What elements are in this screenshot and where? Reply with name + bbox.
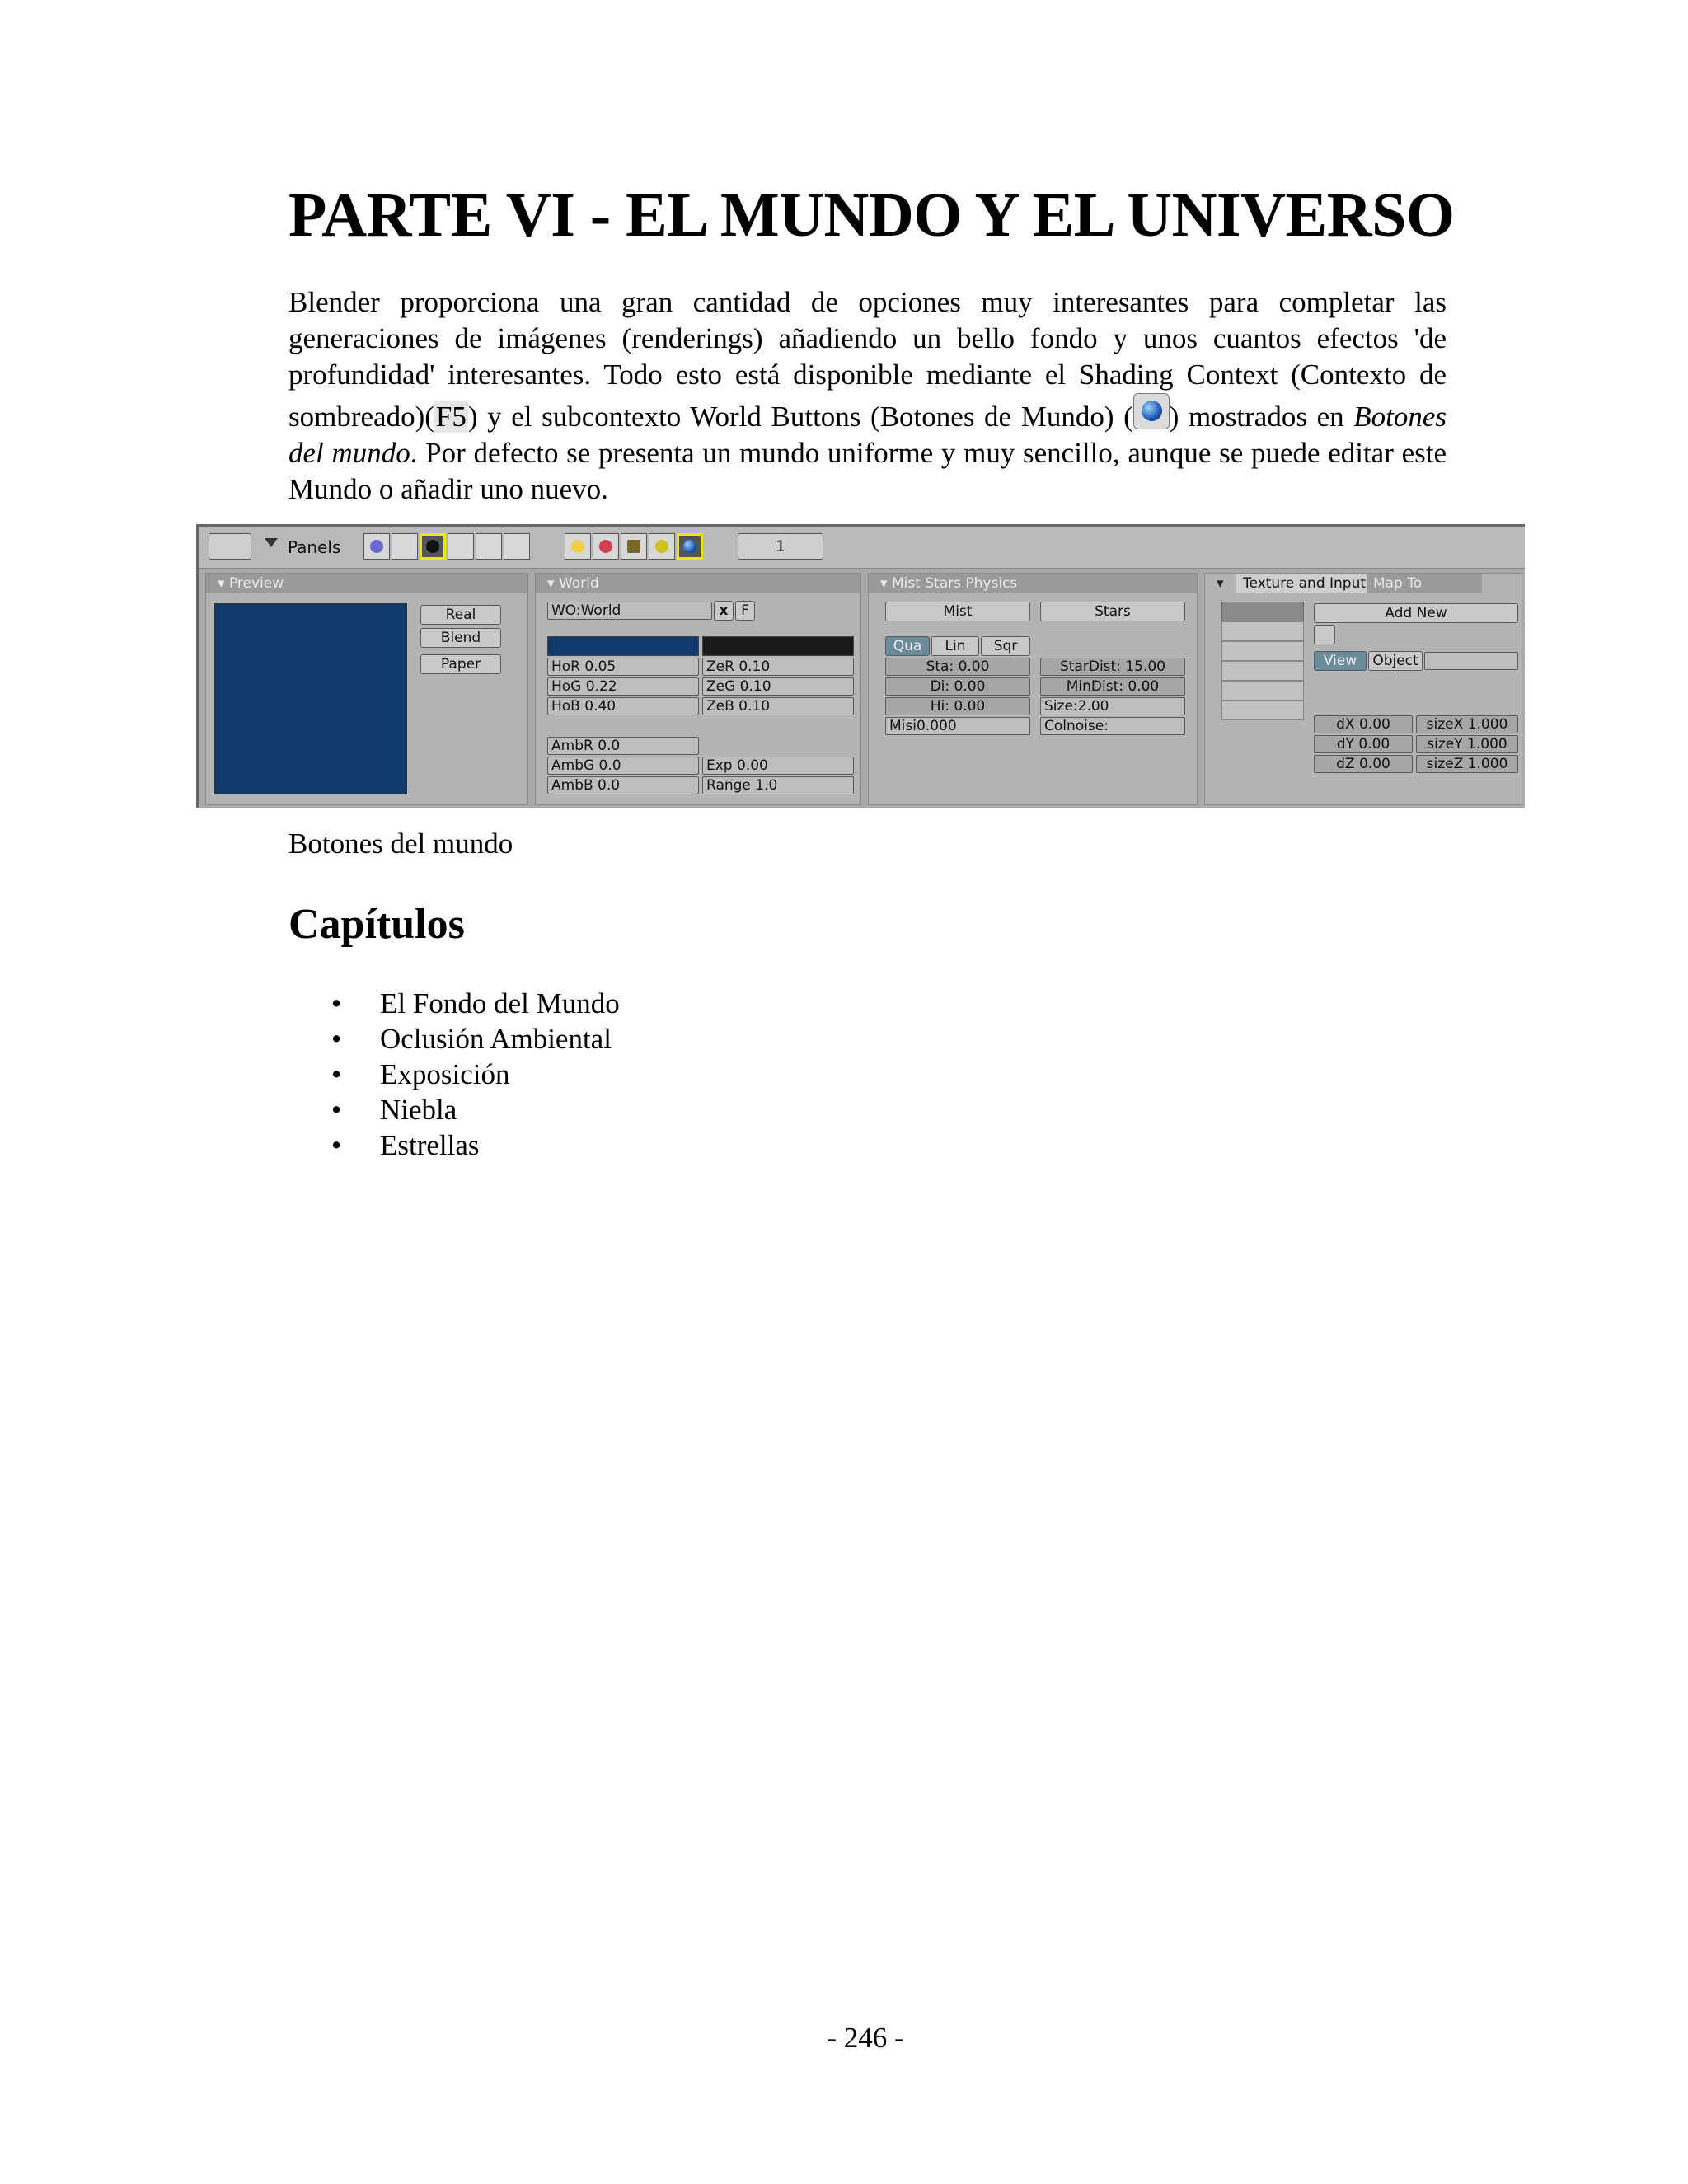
mist-panel-title[interactable]: ▾ Mist Stars Physics bbox=[869, 574, 1197, 593]
hog-slider[interactable]: HoG 0.22 bbox=[547, 677, 699, 696]
chapter-link[interactable]: • El Fondo del Mundo bbox=[288, 986, 620, 1021]
range-slider[interactable]: Range 1.0 bbox=[702, 776, 854, 794]
world-name-field[interactable]: WO:World bbox=[547, 602, 712, 620]
preview-render bbox=[214, 603, 407, 794]
mist-height-field[interactable]: Hi: 0.00 bbox=[885, 697, 1030, 715]
star-size-slider[interactable]: Size:2.00 bbox=[1040, 697, 1185, 715]
dy-field[interactable]: dY 0.00 bbox=[1314, 735, 1413, 753]
ambb-slider[interactable]: AmbB 0.0 bbox=[547, 776, 699, 794]
page-number: - 246 - bbox=[827, 2022, 904, 2054]
lamp-buttons-icon[interactable] bbox=[565, 533, 591, 560]
zenith-color-swatch[interactable] bbox=[702, 636, 854, 656]
colnoise-slider[interactable]: Colnoise: bbox=[1040, 717, 1185, 735]
dz-field[interactable]: dZ 0.00 bbox=[1314, 755, 1413, 773]
scene-context-icon[interactable] bbox=[504, 533, 530, 560]
sizez-field[interactable]: sizeZ 1.000 bbox=[1416, 755, 1518, 773]
panels-chevron-down-icon bbox=[265, 538, 278, 547]
texture-buttons-icon[interactable] bbox=[621, 533, 647, 560]
tab-texture-and-input[interactable]: Texture and Input bbox=[1236, 574, 1372, 593]
editing-context-icon[interactable] bbox=[476, 533, 502, 560]
intro-text-2: ) y el subcontexto World Buttons (Botones de Mundo) ( bbox=[467, 401, 1133, 433]
object-coords-button[interactable]: Object bbox=[1368, 651, 1423, 671]
mist-dist-field[interactable]: Di: 0.00 bbox=[885, 677, 1030, 696]
f5-key: F5 bbox=[435, 401, 467, 433]
preview-panel bbox=[205, 573, 528, 805]
texture-channel-3[interactable] bbox=[1221, 641, 1304, 661]
preview-paper-button[interactable]: Paper bbox=[420, 654, 501, 674]
world-panel bbox=[535, 573, 861, 805]
mist-toggle-button[interactable]: Mist bbox=[885, 602, 1030, 621]
preview-blend-button[interactable]: Blend bbox=[420, 628, 501, 648]
ambr-slider[interactable]: AmbR 0.0 bbox=[547, 737, 699, 755]
fake-user-button[interactable]: F bbox=[735, 601, 755, 621]
texture-channel-6[interactable] bbox=[1221, 701, 1304, 720]
frame-value: 1 bbox=[775, 537, 786, 555]
panels-label: Panels bbox=[288, 537, 341, 557]
window-type-menu[interactable] bbox=[209, 533, 251, 560]
material-buttons-icon[interactable] bbox=[593, 533, 619, 560]
chapter-link[interactable]: • Oclusión Ambiental bbox=[288, 1021, 620, 1057]
texture-panel-tabs: ▾ Texture and Input Map To bbox=[1205, 574, 1522, 593]
chapter-link[interactable]: • Exposición bbox=[288, 1057, 620, 1092]
figure-caption: Botones del mundo bbox=[288, 827, 513, 860]
chapters-list bbox=[288, 986, 620, 1163]
texture-channel-5[interactable] bbox=[1221, 681, 1304, 701]
chapters-heading: Capítulos bbox=[288, 901, 465, 948]
world-buttons-selected-icon[interactable] bbox=[677, 533, 703, 560]
sizex-field[interactable]: sizeX 1.000 bbox=[1416, 715, 1518, 733]
horizon-color-swatch[interactable] bbox=[547, 636, 699, 656]
zeg-slider[interactable]: ZeG 0.10 bbox=[702, 677, 854, 696]
shading-context-icon[interactable] bbox=[420, 533, 446, 560]
intro-text-3: ) mostrados en bbox=[1169, 401, 1354, 433]
mist-sqr-button[interactable]: Sqr bbox=[981, 636, 1030, 656]
min-dist-field[interactable]: MinDist: 0.00 bbox=[1040, 677, 1185, 696]
ambg-slider[interactable]: AmbG 0.0 bbox=[547, 757, 699, 775]
object-name-field[interactable] bbox=[1424, 652, 1518, 670]
logic-context-icon[interactable] bbox=[363, 533, 390, 560]
world-buttons-screenshot bbox=[196, 524, 1525, 808]
texture-input-panel bbox=[1204, 573, 1522, 805]
figure-reference: Botones del mundo bbox=[288, 401, 1447, 469]
mist-stars-physics-panel bbox=[868, 573, 1198, 805]
object-context-icon[interactable] bbox=[448, 533, 474, 560]
buttons-window-header bbox=[199, 527, 1525, 569]
unlink-world-button[interactable]: x bbox=[714, 601, 734, 621]
mist-qua-button[interactable]: Qua bbox=[885, 636, 930, 656]
preview-panel-title[interactable]: ▾ Preview bbox=[206, 574, 528, 593]
intro-text-4: . Por defecto se presenta un mundo uniforme y muy sencillo, aunque se puede editar este Mundo o añadir uno nuevo. bbox=[288, 437, 1447, 505]
zeb-slider[interactable]: ZeB 0.10 bbox=[702, 697, 854, 715]
texture-channel-2[interactable] bbox=[1221, 621, 1304, 641]
world-panel-title[interactable]: ▾ World bbox=[536, 574, 860, 593]
script-context-icon[interactable] bbox=[392, 533, 418, 560]
mist-start-field[interactable]: Sta: 0.00 bbox=[885, 658, 1030, 676]
chapter-link[interactable]: • Estrellas bbox=[288, 1127, 620, 1163]
radiosity-buttons-icon[interactable] bbox=[649, 533, 675, 560]
stars-toggle-button[interactable]: Stars bbox=[1040, 602, 1185, 621]
texture-browse-button[interactable] bbox=[1314, 625, 1335, 644]
hob-slider[interactable]: HoB 0.40 bbox=[547, 697, 699, 715]
exp-slider[interactable]: Exp 0.00 bbox=[702, 757, 854, 775]
view-coords-button[interactable]: View bbox=[1314, 651, 1367, 671]
preview-real-button[interactable]: Real bbox=[420, 605, 501, 625]
add-new-texture-button[interactable]: Add New bbox=[1314, 603, 1518, 623]
chapter-link[interactable]: • Niebla bbox=[288, 1092, 620, 1127]
texture-channel-1[interactable] bbox=[1221, 602, 1304, 621]
tab-map-to[interactable]: Map To bbox=[1367, 574, 1482, 593]
sizey-field[interactable]: sizeY 1.000 bbox=[1416, 735, 1518, 753]
hor-slider[interactable]: HoR 0.05 bbox=[547, 658, 699, 676]
mist-intensity-slider[interactable]: Misi0.000 bbox=[885, 717, 1030, 735]
star-dist-field[interactable]: StarDist: 15.00 bbox=[1040, 658, 1185, 676]
frame-number-field[interactable] bbox=[738, 533, 823, 560]
zer-slider[interactable]: ZeR 0.10 bbox=[702, 658, 854, 676]
intro-paragraph bbox=[288, 284, 1447, 508]
page-title: PARTE VI - EL MUNDO Y EL UNIVERSO bbox=[288, 180, 1455, 250]
mist-lin-button[interactable]: Lin bbox=[931, 636, 979, 656]
texture-channel-4[interactable] bbox=[1221, 661, 1304, 681]
world-buttons-icon bbox=[1133, 393, 1170, 429]
intro-text-1: Blender proporciona una gran cantidad de opciones muy interesantes para completar las generaciones de imágenes (renderings) añadiendo un bello fondo y unos cuantos efectos 'de profundidad' interesantes. Todo esto está disponible mediante el Shading Context (Contexto de sombreado)( bbox=[288, 286, 1447, 433]
dx-field[interactable]: dX 0.00 bbox=[1314, 715, 1413, 733]
